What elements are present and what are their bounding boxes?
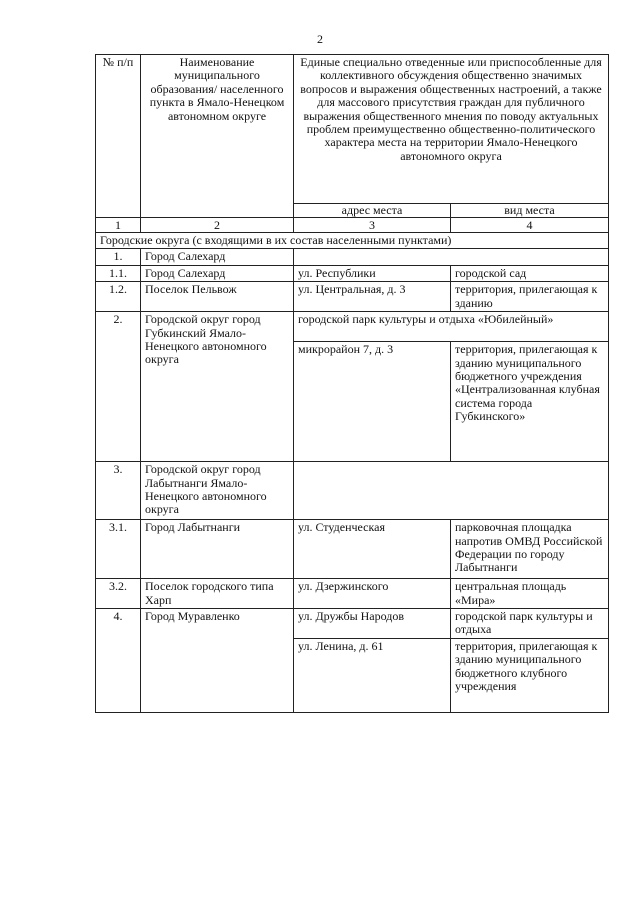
table-row	[96, 249, 609, 265]
row-number: 3.	[96, 462, 141, 520]
row-type: городской парк культуры и отдыха	[451, 609, 609, 639]
header-number: № п/п	[96, 55, 141, 218]
row-type: территория, прилегающая к зданию муниципального бюджетного учреждения «Централизованная клубная система города Губкинского»	[451, 342, 609, 462]
row-type: парковочная площадка напротив ОМВД Российской Федерации по городу Лабытнанги	[451, 520, 609, 579]
row-address: ул. Студенческая	[294, 520, 451, 579]
row-number: 1.	[96, 249, 141, 265]
row-empty	[294, 462, 609, 520]
header-type: вид места	[451, 204, 609, 218]
table-row	[96, 265, 609, 281]
header-places: Единые специально отведенные или приспособленные для коллективного обсуждения общественно значимых вопросов и выражения общественных настроений, а также для массового присутствия граждан для публичного выражения общественного мнения по поводу актуальных проблем преимущественно общественно-политического характера места на территории Ямало-Ненецкого автономного округа	[294, 55, 609, 204]
row-number: 1.1.	[96, 265, 141, 281]
row-number: 2.	[96, 312, 141, 462]
row-name: Поселок Пельвож	[141, 282, 294, 312]
column-number-4: 4	[451, 218, 609, 233]
row-place: городской парк культуры и отдыха «Юбилейный»	[294, 312, 609, 342]
row-name: Город Муравленко	[141, 609, 294, 713]
column-number-3: 3	[294, 218, 451, 233]
row-empty	[294, 249, 609, 265]
header-address: адрес места	[294, 204, 451, 218]
header-name: Наименование муниципального образования/ населенного пункта в Ямало-Ненецком автономном округе	[141, 55, 294, 218]
row-number: 3.2.	[96, 579, 141, 609]
row-address: ул. Республики	[294, 265, 451, 281]
table-row	[96, 520, 609, 579]
row-address: ул. Ленина, д. 61	[294, 639, 451, 713]
row-address: ул. Дружбы Народов	[294, 609, 451, 639]
places-table	[95, 54, 609, 713]
column-number-2: 2	[141, 218, 294, 233]
row-type: территория, прилегающая к зданию муниципального бюджетного клубного учреждения	[451, 639, 609, 713]
page-number: 2	[317, 32, 323, 46]
row-type: территория, прилегающая к зданию	[451, 282, 609, 312]
row-type: городской сад	[451, 265, 609, 281]
table-row	[96, 579, 609, 609]
table-row	[96, 609, 609, 639]
table-row	[96, 462, 609, 520]
table-row	[96, 312, 609, 342]
row-name: Город Лабытнанги	[141, 520, 294, 579]
row-address: ул. Дзержинского	[294, 579, 451, 609]
row-name: Город Салехард	[141, 249, 294, 265]
column-number-1: 1	[96, 218, 141, 233]
row-type: центральная площадь «Мира»	[451, 579, 609, 609]
row-name: Городской округ город Губкинский Ямало-Ненецкого автономного округа	[141, 312, 294, 462]
row-name: Городской округ город Лабытнанги Ямало-Ненецкого автономного округа	[141, 462, 294, 520]
row-number: 1.2.	[96, 282, 141, 312]
row-name: Город Салехард	[141, 265, 294, 281]
row-number: 3.1.	[96, 520, 141, 579]
row-address: ул. Центральная, д. 3	[294, 282, 451, 312]
section-title: Городские округа (с входящими в их состав населенными пунктами)	[96, 233, 609, 249]
row-number: 4.	[96, 609, 141, 713]
table-row	[96, 282, 609, 312]
row-address: микрорайон 7, д. 3	[294, 342, 451, 462]
row-name: Поселок городского типа Харп	[141, 579, 294, 609]
